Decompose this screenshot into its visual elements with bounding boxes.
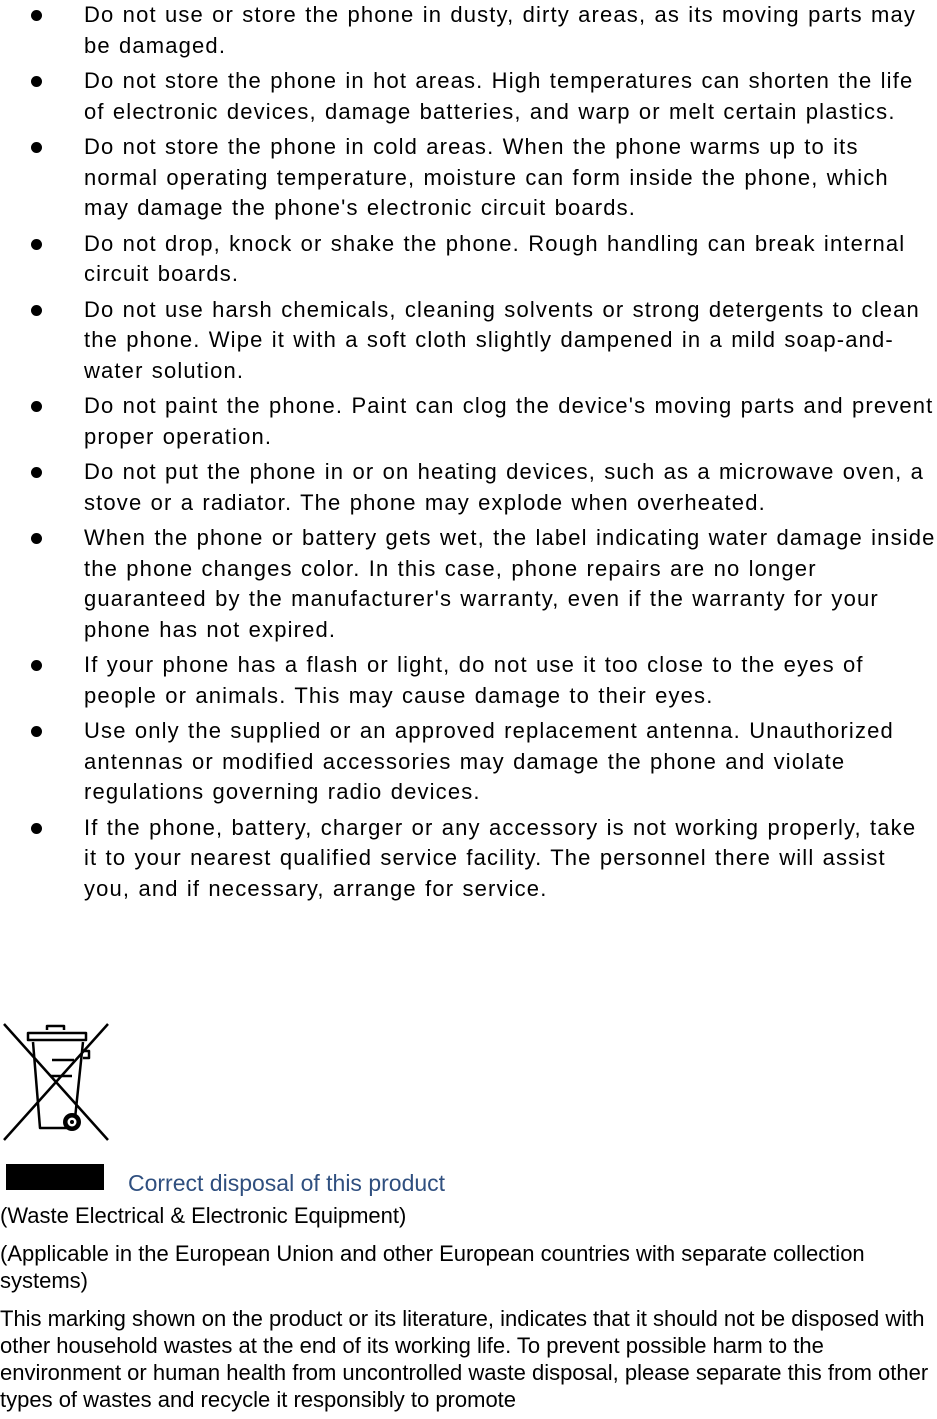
bullet-text: Do not paint the phone. Paint can clog the device's moving parts and prevent proper operation.	[84, 393, 934, 449]
bullet-text: Do not drop, knock or shake the phone. Rough handling can break internal circuit boards.	[84, 230, 906, 286]
bullet-item	[0, 132, 937, 224]
bullet-item	[0, 650, 937, 711]
bullet-item	[0, 457, 937, 518]
bullet-dot-icon	[31, 823, 42, 834]
disposal-applicability: (Applicable in the European Union and other European countries with separate collection systems)	[0, 1241, 865, 1293]
bullet-dot-icon	[31, 660, 42, 671]
bullet-dot-icon	[31, 533, 42, 544]
bullet-dot-icon	[31, 401, 42, 412]
bullet-item	[0, 66, 937, 127]
bullet-item	[0, 229, 937, 290]
bullet-dot-icon	[31, 726, 42, 737]
bullet-text: Use only the supplied or an approved replacement antenna. Unauthorized antennas or modified accessories may damage the phone and violate regulations governing radio devices.	[84, 718, 894, 804]
bullet-dot-icon	[31, 10, 42, 21]
bullet-text: If the phone, battery, charger or any accessory is not working properly, take it to your nearest qualified service facility. The personnel there will assist you, and if necessary, arrange for service.	[84, 814, 917, 901]
disposal-body: This marking shown on the product or its literature, indicates that it should not be disposed with other household wastes at the end of its working life. To prevent possible harm to the environment or human health from uncontrolled waste disposal, please separate this from other types of wastes and recycle it responsibly to promote	[0, 1306, 929, 1412]
bullet-item	[0, 523, 937, 645]
bullet-dot-icon	[31, 142, 42, 153]
bullet-text: Do not store the phone in hot areas. High temperatures can shorten the life of electronic devices, damage batteries, and warp or melt certain plastics.	[84, 68, 914, 124]
disposal-subtitle: (Waste Electrical & Electronic Equipment)	[0, 1203, 407, 1228]
bullet-item	[0, 0, 937, 61]
bullet-dot-icon	[31, 239, 42, 250]
bullet-item	[0, 391, 937, 452]
bullet-item	[0, 813, 937, 905]
disposal-heading: Correct disposal of this product	[128, 1170, 446, 1196]
bullet-text: Do not use harsh chemicals, cleaning solvents or strong detergents to clean the phone. Wipe it with a soft cloth slightly dampened in a mild soap-and-water solution.	[84, 296, 920, 383]
bullet-dot-icon	[31, 76, 42, 87]
bullet-text: Do not use or store the phone in dusty, dirty areas, as its moving parts may be damaged.	[84, 2, 917, 58]
bullet-item	[0, 716, 937, 808]
black-bar	[6, 1164, 104, 1190]
bullet-item	[0, 295, 937, 387]
bullet-text: If your phone has a flash or light, do not use it too close to the eyes of people or animals. This may cause damage to their eyes.	[84, 652, 864, 708]
bullet-dot-icon	[31, 467, 42, 478]
bullet-text: Do not store the phone in cold areas. When the phone warms up to its normal operating temperature, moisture can form inside the phone, which may damage the phone's electronic circuit boards.	[84, 134, 889, 220]
bullet-dot-icon	[31, 305, 42, 316]
bullet-text: Do not put the phone in or on heating devices, such as a microwave oven, a stove or a radiator. The phone may explode when overheated.	[84, 459, 924, 515]
crossed-out-wheelie-bin-icon	[0, 1018, 115, 1146]
bullet-text: When the phone or battery gets wet, the label indicating water damage inside the phone changes color. In this case, phone repairs are no longer guaranteed by the manufacturer's warranty, even if the warranty for your phone has not expired.	[84, 525, 936, 642]
